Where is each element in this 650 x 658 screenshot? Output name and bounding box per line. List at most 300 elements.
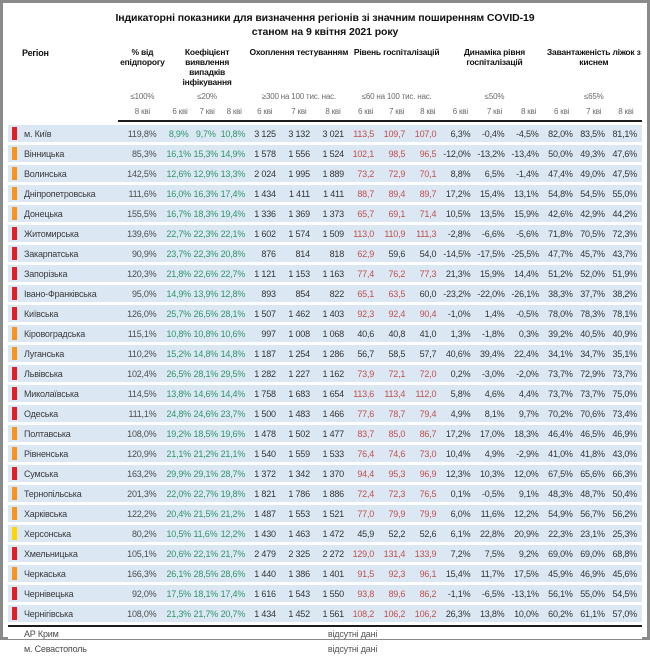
table-row	[8, 345, 642, 362]
detection-coef-value-2: 22,3%	[194, 245, 221, 262]
column-header-epid: % від епідпорогу	[120, 47, 165, 68]
testing-coverage-value-3: 1 162	[316, 365, 350, 382]
region-name: Донецька	[24, 209, 63, 220]
oxygen-beds-value-2: 45,7%	[578, 245, 610, 262]
no-data-region-name: м. Севастополь	[8, 642, 166, 655]
oxygen-beds-value-2: 48,7%	[578, 485, 610, 502]
epid-threshold-value: 166,3%	[118, 565, 166, 582]
table-row	[8, 465, 642, 482]
region-cell	[8, 325, 118, 342]
detection-coef-value-1: 19,2%	[166, 425, 193, 442]
table-row	[8, 125, 642, 142]
hospitalization-dynamics-value-1: -1,1%	[443, 585, 477, 602]
hospitalization-dynamics-value-1: 12,3%	[443, 465, 477, 482]
detection-coef-value-1: 26,1%	[166, 565, 193, 582]
hospitalization-value-3: 112,0	[412, 385, 443, 402]
hospitalization-value-3: 96,9	[412, 465, 443, 482]
hospitalization-dynamics-value-3: 14,4%	[511, 265, 545, 282]
oxygen-beds-value-3: 51,9%	[610, 265, 642, 282]
testing-coverage-value-1: 1 616	[248, 585, 282, 602]
risk-level-marker-orange	[12, 507, 17, 520]
hospitalization-dynamics-value-2: -17,5%	[477, 245, 511, 262]
risk-level-marker-red	[12, 127, 17, 140]
table-row	[8, 545, 642, 562]
oxygen-beds-value-2: 23,1%	[578, 525, 610, 542]
hospitalization-dynamics-value-3: -26,1%	[511, 285, 545, 302]
hospitalization-value-2: 79,9	[381, 505, 412, 522]
testing-coverage-value-3: 1 509	[316, 225, 350, 242]
oxygen-beds-value-1: 73,7%	[546, 385, 578, 402]
table-header	[8, 48, 642, 122]
risk-level-marker-red	[12, 387, 17, 400]
column-header-hosp: Рівень госпіталізацій	[353, 47, 440, 58]
hospitalization-value-1: 73,9	[350, 365, 381, 382]
testing-coverage-value-2: 1 995	[282, 165, 316, 182]
hospitalization-dynamics-value-1: 10,4%	[443, 445, 477, 462]
hospitalization-dynamics-value-3: 10,0%	[511, 605, 545, 622]
region-cell	[8, 465, 118, 482]
testing-coverage-value-1: 1 430	[248, 525, 282, 542]
table-row	[8, 605, 642, 622]
epid-threshold-value: 139,6%	[118, 225, 166, 242]
testing-coverage-value-2: 854	[282, 285, 316, 302]
oxygen-beds-value-2: 49,3%	[578, 145, 610, 162]
date-hosp-2: 7 кві	[381, 104, 412, 122]
risk-level-marker-red	[12, 407, 17, 420]
epid-threshold-value: 111,1%	[118, 405, 166, 422]
hospitalization-value-1: 45,9	[350, 525, 381, 542]
hospitalization-dynamics-value-3: 13,1%	[511, 185, 545, 202]
testing-coverage-value-3: 1 411	[316, 185, 350, 202]
hospitalization-value-1: 73,2	[350, 165, 381, 182]
detection-coef-value-3: 13,3%	[221, 165, 248, 182]
hospitalization-value-1: 77,0	[350, 505, 381, 522]
testing-coverage-value-2: 3 132	[282, 125, 316, 142]
oxygen-beds-value-3: 73,7%	[610, 365, 642, 382]
oxygen-beds-value-3: 56,2%	[610, 505, 642, 522]
region-cell	[8, 245, 118, 262]
oxygen-beds-value-3: 55,0%	[610, 185, 642, 202]
testing-coverage-value-3: 1 550	[316, 585, 350, 602]
testing-coverage-value-3: 1 286	[316, 345, 350, 362]
oxygen-beds-value-3: 40,9%	[610, 325, 642, 342]
hospitalization-value-1: 113,6	[350, 385, 381, 402]
oxygen-beds-value-1: 41,0%	[546, 445, 578, 462]
risk-level-marker-orange	[12, 567, 17, 580]
oxygen-beds-value-2: 73,7%	[578, 385, 610, 402]
detection-coef-value-3: 14,4%	[221, 385, 248, 402]
detection-coef-value-2: 21,7%	[194, 605, 221, 622]
column-header-region: Регіон	[22, 48, 49, 59]
table-row	[8, 565, 642, 582]
detection-coef-value-2: 22,7%	[194, 485, 221, 502]
hospitalization-value-2: 74,6	[381, 445, 412, 462]
detection-coef-value-3: 19,6%	[221, 425, 248, 442]
hospitalization-dynamics-value-3: -13,4%	[511, 145, 545, 162]
hospitalization-dynamics-value-3: 22,4%	[511, 345, 545, 362]
oxygen-beds-value-3: 50,4%	[610, 485, 642, 502]
table-row	[8, 245, 642, 262]
risk-level-marker-yellow	[12, 527, 17, 540]
testing-coverage-value-3: 1 466	[316, 405, 350, 422]
hospitalization-dynamics-value-1: 1,3%	[443, 325, 477, 342]
threshold-epid: ≤100%	[130, 92, 155, 102]
oxygen-beds-value-2: 41,8%	[578, 445, 610, 462]
oxygen-beds-value-3: 72,3%	[610, 225, 642, 242]
testing-coverage-value-3: 1 889	[316, 165, 350, 182]
epid-threshold-value: 80,2%	[118, 525, 166, 542]
testing-coverage-value-3: 2 272	[316, 545, 350, 562]
region-name: Київська	[24, 309, 59, 320]
table-row	[8, 165, 642, 182]
hospitalization-dynamics-value-1: 17,2%	[443, 425, 477, 442]
risk-level-marker-orange	[12, 487, 17, 500]
testing-coverage-value-3: 1 403	[316, 305, 350, 322]
hospitalization-value-2: 110,9	[381, 225, 412, 242]
region-cell	[8, 285, 118, 302]
testing-coverage-value-2: 1 411	[282, 185, 316, 202]
table-row	[8, 325, 642, 342]
hospitalization-value-1: 65,1	[350, 285, 381, 302]
region-cell	[8, 445, 118, 462]
hospitalization-value-3: 77,3	[412, 265, 443, 282]
oxygen-beds-value-3: 57,0%	[610, 605, 642, 622]
report-title-line2: станом на 9 квітня 2021 року	[251, 26, 399, 39]
oxygen-beds-value-2: 72,9%	[578, 365, 610, 382]
detection-coef-value-1: 13,8%	[166, 385, 193, 402]
risk-level-marker-orange	[12, 347, 17, 360]
detection-coef-value-3: 14,8%	[221, 345, 248, 362]
risk-level-marker-red	[12, 467, 17, 480]
hospitalization-dynamics-value-3: -0,5%	[511, 305, 545, 322]
hospitalization-dynamics-value-3: 12,2%	[511, 505, 545, 522]
oxygen-beds-value-1: 73,7%	[546, 365, 578, 382]
testing-coverage-value-2: 1 452	[282, 605, 316, 622]
region-cell	[8, 345, 118, 362]
region-name: Волинська	[24, 169, 67, 180]
region-cell	[8, 405, 118, 422]
region-name: Кіровоградська	[24, 329, 86, 340]
oxygen-beds-value-1: 47,7%	[546, 245, 578, 262]
testing-coverage-value-2: 814	[282, 245, 316, 262]
testing-coverage-value-2: 1 369	[282, 205, 316, 222]
detection-coef-value-3: 28,7%	[221, 465, 248, 482]
hospitalization-dynamics-value-2: 7,5%	[477, 545, 511, 562]
detection-coef-value-2: 11,6%	[194, 525, 221, 542]
table-row	[8, 385, 642, 402]
hospitalization-dynamics-value-3: 4,4%	[511, 385, 545, 402]
testing-coverage-value-2: 1 254	[282, 345, 316, 362]
hospitalization-value-3: 96,1	[412, 565, 443, 582]
detection-coef-value-2: 21,5%	[194, 505, 221, 522]
detection-coef-value-2: 18,5%	[194, 425, 221, 442]
region-cell	[8, 125, 118, 142]
threshold-test: ≥300 на 100 тис. нас.	[261, 92, 336, 102]
epid-threshold-value: 126,0%	[118, 305, 166, 322]
hospitalization-value-3: 111,3	[412, 225, 443, 242]
oxygen-beds-value-1: 70,2%	[546, 405, 578, 422]
testing-coverage-value-1: 1 434	[248, 605, 282, 622]
hospitalization-dynamics-value-1: 7,2%	[443, 545, 477, 562]
hospitalization-value-1: 113,5	[350, 125, 381, 142]
testing-coverage-value-3: 1 401	[316, 565, 350, 582]
region-name: Луганська	[24, 349, 65, 360]
hospitalization-value-2: 52,2	[381, 525, 412, 542]
testing-coverage-value-1: 1 578	[248, 145, 282, 162]
testing-coverage-value-1: 1 336	[248, 205, 282, 222]
detection-coef-value-1: 20,6%	[166, 545, 193, 562]
oxygen-beds-value-1: 38,3%	[546, 285, 578, 302]
oxygen-beds-value-3: 35,1%	[610, 345, 642, 362]
oxygen-beds-value-3: 75,0%	[610, 385, 642, 402]
detection-coef-value-3: 10,8%	[221, 125, 248, 142]
testing-coverage-value-3: 1 524	[316, 145, 350, 162]
hospitalization-value-2: 76,2	[381, 265, 412, 282]
region-name: Полтавська	[24, 429, 71, 440]
region-name: Сумська	[24, 469, 59, 480]
hospitalization-value-1: 40,6	[350, 325, 381, 342]
hospitalization-value-3: 70,1	[412, 165, 443, 182]
epid-threshold-value: 163,2%	[118, 465, 166, 482]
hospitalization-dynamics-value-1: -12,0%	[443, 145, 477, 162]
threshold-hosp: ≤60 на 100 тис. нас.	[361, 92, 432, 102]
table-row	[8, 265, 642, 282]
hospitalization-dynamics-value-3: 9,7%	[511, 405, 545, 422]
date-epid-1: 8 кві	[118, 104, 166, 122]
epid-threshold-value: 108,0%	[118, 605, 166, 622]
hospitalization-value-3: 52,6	[412, 525, 443, 542]
oxygen-beds-value-3: 81,1%	[610, 125, 642, 142]
hospitalization-value-1: 77,4	[350, 265, 381, 282]
hospitalization-dynamics-value-1: 17,2%	[443, 185, 477, 202]
testing-coverage-value-1: 1 282	[248, 365, 282, 382]
date-hosp-1: 6 кві	[350, 104, 381, 122]
detection-coef-value-1: 23,7%	[166, 245, 193, 262]
detection-coef-value-2: 18,1%	[194, 585, 221, 602]
oxygen-beds-value-1: 54,9%	[546, 505, 578, 522]
risk-level-marker-orange	[12, 447, 17, 460]
hospitalization-value-2: 78,7	[381, 405, 412, 422]
hospitalization-dynamics-value-2: -13,2%	[477, 145, 511, 162]
epid-threshold-value: 155,5%	[118, 205, 166, 222]
detection-coef-value-1: 10,8%	[166, 325, 193, 342]
hospitalization-dynamics-value-1: -2,8%	[443, 225, 477, 242]
detection-coef-value-3: 22,1%	[221, 225, 248, 242]
table-row	[8, 505, 642, 522]
table-row	[8, 365, 642, 382]
epid-threshold-value: 108,0%	[118, 425, 166, 442]
hospitalization-dynamics-value-2: 11,6%	[477, 505, 511, 522]
testing-coverage-value-2: 1 008	[282, 325, 316, 342]
hospitalization-value-1: 102,1	[350, 145, 381, 162]
hospitalization-dynamics-value-2: 8,1%	[477, 405, 511, 422]
column-header-test: Охоплення тестуванням	[249, 47, 349, 58]
risk-level-marker-orange	[12, 167, 17, 180]
hospitalization-value-3: 60,0	[412, 285, 443, 302]
detection-coef-value-1: 26,5%	[166, 365, 193, 382]
oxygen-beds-value-2: 49,0%	[578, 165, 610, 182]
hospitalization-value-3: 57,7	[412, 345, 443, 362]
hospitalization-dynamics-value-2: 4,6%	[477, 385, 511, 402]
oxygen-beds-value-3: 25,3%	[610, 525, 642, 542]
hospitalization-value-2: 72,9	[381, 165, 412, 182]
detection-coef-value-3: 20,8%	[221, 245, 248, 262]
hospitalization-dynamics-value-2: -0,5%	[477, 485, 511, 502]
hospitalization-dynamics-value-1: 10,5%	[443, 205, 477, 222]
region-name: Чернівецька	[24, 589, 74, 600]
region-cell	[8, 385, 118, 402]
detection-coef-value-2: 28,5%	[194, 565, 221, 582]
hospitalization-value-2: 89,4	[381, 185, 412, 202]
region-cell	[8, 505, 118, 522]
detection-coef-value-1: 25,7%	[166, 305, 193, 322]
detection-coef-value-1: 16,7%	[166, 205, 193, 222]
detection-coef-value-2: 26,5%	[194, 305, 221, 322]
hospitalization-dynamics-value-3: -1,4%	[511, 165, 545, 182]
testing-coverage-value-1: 1 758	[248, 385, 282, 402]
hospitalization-dynamics-value-2: -6,5%	[477, 585, 511, 602]
oxygen-beds-value-1: 42,6%	[546, 205, 578, 222]
region-cell	[8, 565, 118, 582]
hospitalization-dynamics-value-2: 39,4%	[477, 345, 511, 362]
oxygen-beds-value-2: 61,1%	[578, 605, 610, 622]
date-coef-3: 8 кві	[221, 104, 248, 122]
detection-coef-value-1: 22,7%	[166, 225, 193, 242]
oxygen-beds-value-3: 44,2%	[610, 205, 642, 222]
testing-coverage-value-1: 2 479	[248, 545, 282, 562]
oxygen-beds-value-3: 47,5%	[610, 165, 642, 182]
detection-coef-value-2: 13,9%	[194, 285, 221, 302]
oxygen-beds-value-3: 45,6%	[610, 565, 642, 582]
oxygen-beds-value-3: 68,8%	[610, 545, 642, 562]
hospitalization-value-1: 72,4	[350, 485, 381, 502]
table-row	[8, 585, 642, 602]
hospitalization-dynamics-value-1: 26,3%	[443, 605, 477, 622]
detection-coef-value-1: 21,8%	[166, 265, 193, 282]
risk-level-marker-red	[12, 227, 17, 240]
oxygen-beds-value-3: 47,6%	[610, 145, 642, 162]
threshold-dyn: ≤50%	[484, 92, 505, 102]
hospitalization-value-3: 133,9	[412, 545, 443, 562]
table-body	[8, 125, 642, 622]
table-row	[8, 305, 642, 322]
epid-threshold-value: 114,5%	[118, 385, 166, 402]
epid-threshold-value: 92,0%	[118, 585, 166, 602]
hospitalization-dynamics-value-3: -4,5%	[511, 125, 545, 142]
testing-coverage-value-2: 1 153	[282, 265, 316, 282]
region-cell	[8, 265, 118, 282]
testing-coverage-value-1: 1 507	[248, 305, 282, 322]
hospitalization-value-2: 58,5	[381, 345, 412, 362]
testing-coverage-value-1: 997	[248, 325, 282, 342]
detection-coef-value-1: 15,2%	[166, 345, 193, 362]
epid-threshold-value: 85,3%	[118, 145, 166, 162]
testing-coverage-value-3: 1 477	[316, 425, 350, 442]
testing-coverage-value-1: 2 024	[248, 165, 282, 182]
detection-coef-value-2: 29,1%	[194, 465, 221, 482]
table-row	[8, 205, 642, 222]
oxygen-beds-value-1: 50,0%	[546, 145, 578, 162]
hospitalization-dynamics-value-3: 18,3%	[511, 425, 545, 442]
oxygen-beds-value-1: 47,4%	[546, 165, 578, 182]
hospitalization-dynamics-value-1: 0,1%	[443, 485, 477, 502]
risk-level-marker-red	[12, 287, 17, 300]
risk-level-marker-orange	[12, 427, 17, 440]
epid-threshold-value: 142,5%	[118, 165, 166, 182]
detection-coef-value-3: 21,7%	[221, 545, 248, 562]
oxygen-beds-value-3: 78,1%	[610, 305, 642, 322]
region-name: Хмельницька	[24, 549, 78, 560]
detection-coef-value-3: 19,8%	[221, 485, 248, 502]
hospitalization-value-1: 92,3	[350, 305, 381, 322]
detection-coef-value-2: 22,3%	[194, 225, 221, 242]
testing-coverage-value-3: 1 068	[316, 325, 350, 342]
region-name: Івано-Франківська	[24, 289, 97, 300]
hospitalization-value-2: 59,6	[381, 245, 412, 262]
detection-coef-value-2: 12,9%	[194, 165, 221, 182]
hospitalization-dynamics-value-3: -2,9%	[511, 445, 545, 462]
detection-coef-value-3: 28,6%	[221, 565, 248, 582]
testing-coverage-value-1: 1 821	[248, 485, 282, 502]
oxygen-beds-value-1: 34,1%	[546, 345, 578, 362]
hospitalization-dynamics-value-1: 6,1%	[443, 525, 477, 542]
no-data-region-name: АР Крим	[8, 625, 166, 639]
no-data-note: відсутні дані	[316, 642, 642, 655]
table-row	[8, 145, 642, 162]
detection-coef-value-1: 14,9%	[166, 285, 193, 302]
oxygen-beds-value-2: 70,6%	[578, 405, 610, 422]
oxygen-beds-value-1: 45,9%	[546, 565, 578, 582]
report-title-line1: Індикаторні показники для визначення регіонів зі значним поширенням COVID-19	[115, 12, 535, 24]
hospitalization-value-1: 56,7	[350, 345, 381, 362]
region-name: Миколаївська	[24, 389, 79, 400]
epid-threshold-value: 201,3%	[118, 485, 166, 502]
hospitalization-value-2: 113,4	[381, 385, 412, 402]
hospitalization-dynamics-value-2: 17,0%	[477, 425, 511, 442]
risk-level-marker-orange	[12, 187, 17, 200]
hospitalization-value-3: 86,7	[412, 425, 443, 442]
hospitalization-value-1: 93,8	[350, 585, 381, 602]
hospitalization-dynamics-value-1: 4,9%	[443, 405, 477, 422]
oxygen-beds-value-3: 38,2%	[610, 285, 642, 302]
oxygen-beds-value-1: 82,0%	[546, 125, 578, 142]
hospitalization-dynamics-value-3: 9,1%	[511, 485, 545, 502]
region-cell	[8, 605, 118, 622]
detection-coef-value-3: 10,6%	[221, 325, 248, 342]
oxygen-beds-value-1: 78,0%	[546, 305, 578, 322]
risk-level-marker-orange	[12, 327, 17, 340]
hospitalization-dynamics-value-2: 4,9%	[477, 445, 511, 462]
hospitalization-value-1: 108,2	[350, 605, 381, 622]
oxygen-beds-value-1: 67,5%	[546, 465, 578, 482]
hospitalization-dynamics-value-1: 15,4%	[443, 565, 477, 582]
detection-coef-value-2: 24,6%	[194, 405, 221, 422]
testing-coverage-value-2: 2 325	[282, 545, 316, 562]
oxygen-beds-value-2: 55,0%	[578, 585, 610, 602]
detection-coef-value-1: 29,9%	[166, 465, 193, 482]
oxygen-beds-value-1: 22,3%	[546, 525, 578, 542]
testing-coverage-value-3: 1 654	[316, 385, 350, 402]
oxygen-beds-value-2: 54,5%	[578, 185, 610, 202]
risk-level-marker-red	[12, 267, 17, 280]
detection-coef-value-2: 21,2%	[194, 445, 221, 462]
region-name: Черкаська	[24, 569, 66, 580]
region-name: Чернігівська	[24, 609, 73, 620]
date-coef-2: 7 кві	[194, 104, 221, 122]
detection-coef-value-1: 21,1%	[166, 445, 193, 462]
hospitalization-value-3: 41,0	[412, 325, 443, 342]
epid-threshold-value: 90,9%	[118, 245, 166, 262]
